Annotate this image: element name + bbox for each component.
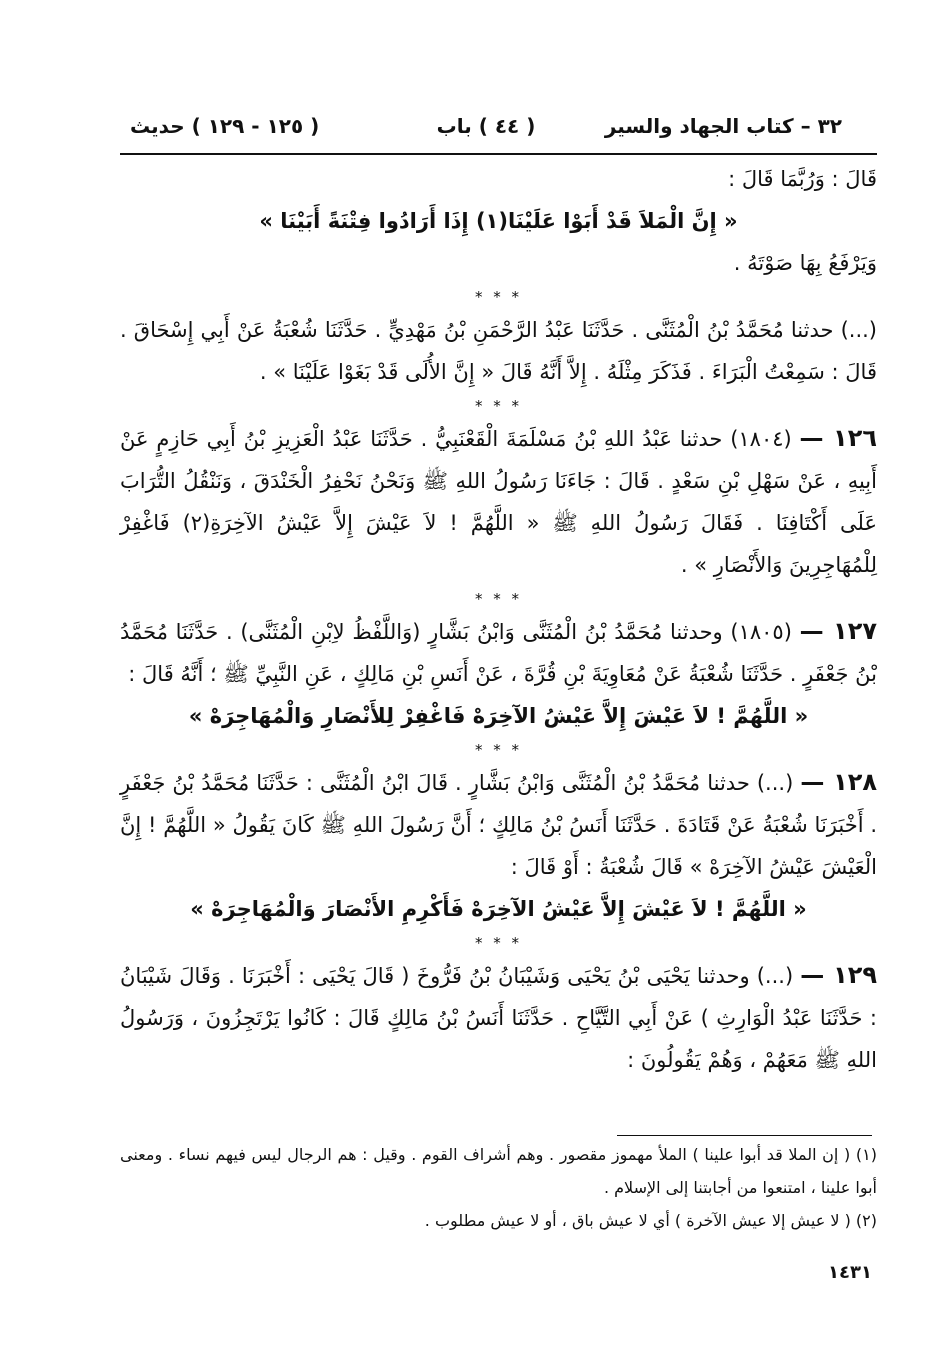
header-divider (120, 153, 877, 155)
intro-line: قَالَ : وَرُبَّمَا قَالَ : (728, 167, 877, 191)
intro-line: وَيَرْفَعُ بِهَا صَوْتَهُ . (733, 251, 877, 275)
footnote-divider (617, 1135, 872, 1136)
poem-verse: « إِنَّ الْمَلاَ قَدْ أَبَوْا عَلَيْنَا(١) إِذَا أَرَادُوا فِتْنَةً أَبَيْنَا » (259, 209, 738, 233)
hadith-paragraph (120, 761, 877, 888)
bab-number: ( ٤٤ ) باب (436, 114, 536, 138)
section-separator: * * * (474, 934, 523, 952)
footnote: (١) ( إن الملا قد أبوا علينا ) الملأ مهموز مقصور . وهم أشراف القوم . وقيل : هم الرجال ليس فيهم نساء . ومعنى أبوا علينا ، امتنعوا من أجابتنا إلى الإسلام . (120, 1145, 877, 1197)
section-separator: * * * (474, 590, 523, 608)
section-separator: * * * (474, 397, 523, 415)
hadith-number: ١٢٦ — (799, 424, 877, 452)
running-header (130, 114, 842, 154)
chapter-title: ٣٢ – كتاب الجهاد والسير (604, 114, 842, 138)
hadith-number: ١٢٧ — (799, 617, 877, 645)
footnotes (120, 1138, 877, 1237)
hadith-paragraph (120, 417, 877, 586)
hadith-text: (...) حدثنا مُحَمَّدُ بْنُ الْمُثَنَّى . حَدَّثَنَا عَبْدُ الرَّحْمَنِ بْنُ مَهْدِيٍّ . حَدَّثَنَا شُعْبَةُ عَنْ أَبِي إِسْحَاقَ . قَالَ : سَمِعْتُ الْبَرَاءَ . فَذَكَرَ مِثْلَهُ . إِلاَّ أَنَّهُ قَالَ « إِنَّ الأُلَى قَدْ بَغَوْا عَلَيْنَا » . (120, 318, 877, 384)
hadith-paragraph (120, 610, 877, 695)
hadith-range: ( ١٢٥ - ١٢٩ ) حديث (130, 114, 320, 138)
hadith-text: (...) وحدثنا يَحْيَى بْنُ يَحْيَى وَشَيْبَانُ بْنُ فَرُّوخَ ( قَالَ يَحْيَى : أَخْبَرَنَا . وَقَالَ شَيْبَانُ : حَدَّثَنَا عَبْدُ الْوَارِثِ ) عَنْ أَبِي التَّيَّاحِ . حَدَّثَنَا أَنَسُ بْنُ مَالِكٍ قَالَ : كَانُوا يَرْتَجِزُونَ ، وَرَسُولُ اللهِ ﷺ مَعَهُمْ ، وَهُمْ يَقُولُونَ : (120, 964, 877, 1072)
hadith-paragraph (120, 308, 877, 393)
section-separator: * * * (474, 288, 523, 306)
hadith-number: ١٢٩ — (800, 961, 878, 989)
poem-verse: « اللَّهُمَّ ! لاَ عَيْشَ إِلاَّ عَيْشُ الآخِرَهْ فَأَكْرِمِ الأَنْصَارَ وَالْمُهَاجِرَهْ » (190, 897, 807, 921)
poem-verse: « اللَّهُمَّ ! لاَ عَيْشَ إِلاَّ عَيْشُ الآخِرَهْ فَاغْفِرْ لِلأَنْصَارِ وَالْمُهَاجِرَهْ » (188, 704, 809, 728)
main-text (120, 158, 877, 1081)
footnote: (٢) ( لا عيش إلا عيش الآخرة ) أي لا عيش باق ، أو لا عيش مطلوب . (424, 1211, 877, 1230)
hadith-text: (١٨٠٤) حدثنا عَبْدُ اللهِ بْنُ مَسْلَمَةَ الْقَعْنَبِيُّ . حَدَّثَنَا عَبْدُ الْعَزِيزِ بْنُ أَبِي حَازِمٍ عَنْ أَبِيهِ ، عَنْ سَهْلِ بْنِ سَعْدٍ . قَالَ : جَاءَنَا رَسُولُ اللهِ ﷺ وَنَحْنُ نَحْفِرُ الْخَنْدَقَ ، وَنَنْقُلُ التُّرَابَ عَلَى أَكْتَافِنَا . فَقَالَ رَسُولُ اللهِ ﷺ « اللَّهُمَّ ! لاَ عَيْشَ إِلاَّ عَيْشُ الآخِرَةِ(٢) فَاغْفِرْ لِلْمُهَاجِرِينَ وَالأَنْصَارِ » . (120, 427, 878, 577)
section-separator: * * * (474, 741, 523, 759)
hadith-paragraph (120, 954, 877, 1081)
hadith-number: ١٢٨ — (800, 768, 878, 796)
hadith-text: (...) حدثنا مُحَمَّدُ بْنُ الْمُثَنَّى وَابْنُ بَشَّارٍ . قَالَ ابْنُ الْمُثَنَّى : حَدَّثَنَا مُحَمَّدُ بْنُ جَعْفَرٍ . أَخْبَرَنَا شُعْبَةُ عَنْ قَتَادَةَ . حَدَّثَنَا أَنَسُ بْنُ مَالِكٍ ؛ أَنَّ رَسُولَ اللهِ ﷺ كَانَ يَقُولُ « اللَّهُمَّ ! إِنَّ الْعَيْشَ عَيْشُ الآخِرَهْ » قَالَ شُعْبَةُ : أَوْ قَالَ : (120, 771, 877, 879)
hadith-text: (١٨٠٥) وحدثنا مُحَمَّدُ بْنُ الْمُثَنَّى وَابْنُ بَشَّارٍ (وَاللَّفْظُ لاِبْنِ الْمُثَنَّى) . حَدَّثَنَا مُحَمَّدُ بْنُ جَعْفَرٍ . حَدَّثَنَا شُعْبَةُ عَنْ مُعَاوِيَةَ بْنِ قُرَّةَ ، عَنْ أَنَسِ بْنِ مَالِكٍ ، عَنِ النَّبِيِّ ﷺ ؛ أَنَّهُ قَالَ : (120, 620, 877, 686)
page-number: ١٤٣١ (828, 1262, 872, 1283)
